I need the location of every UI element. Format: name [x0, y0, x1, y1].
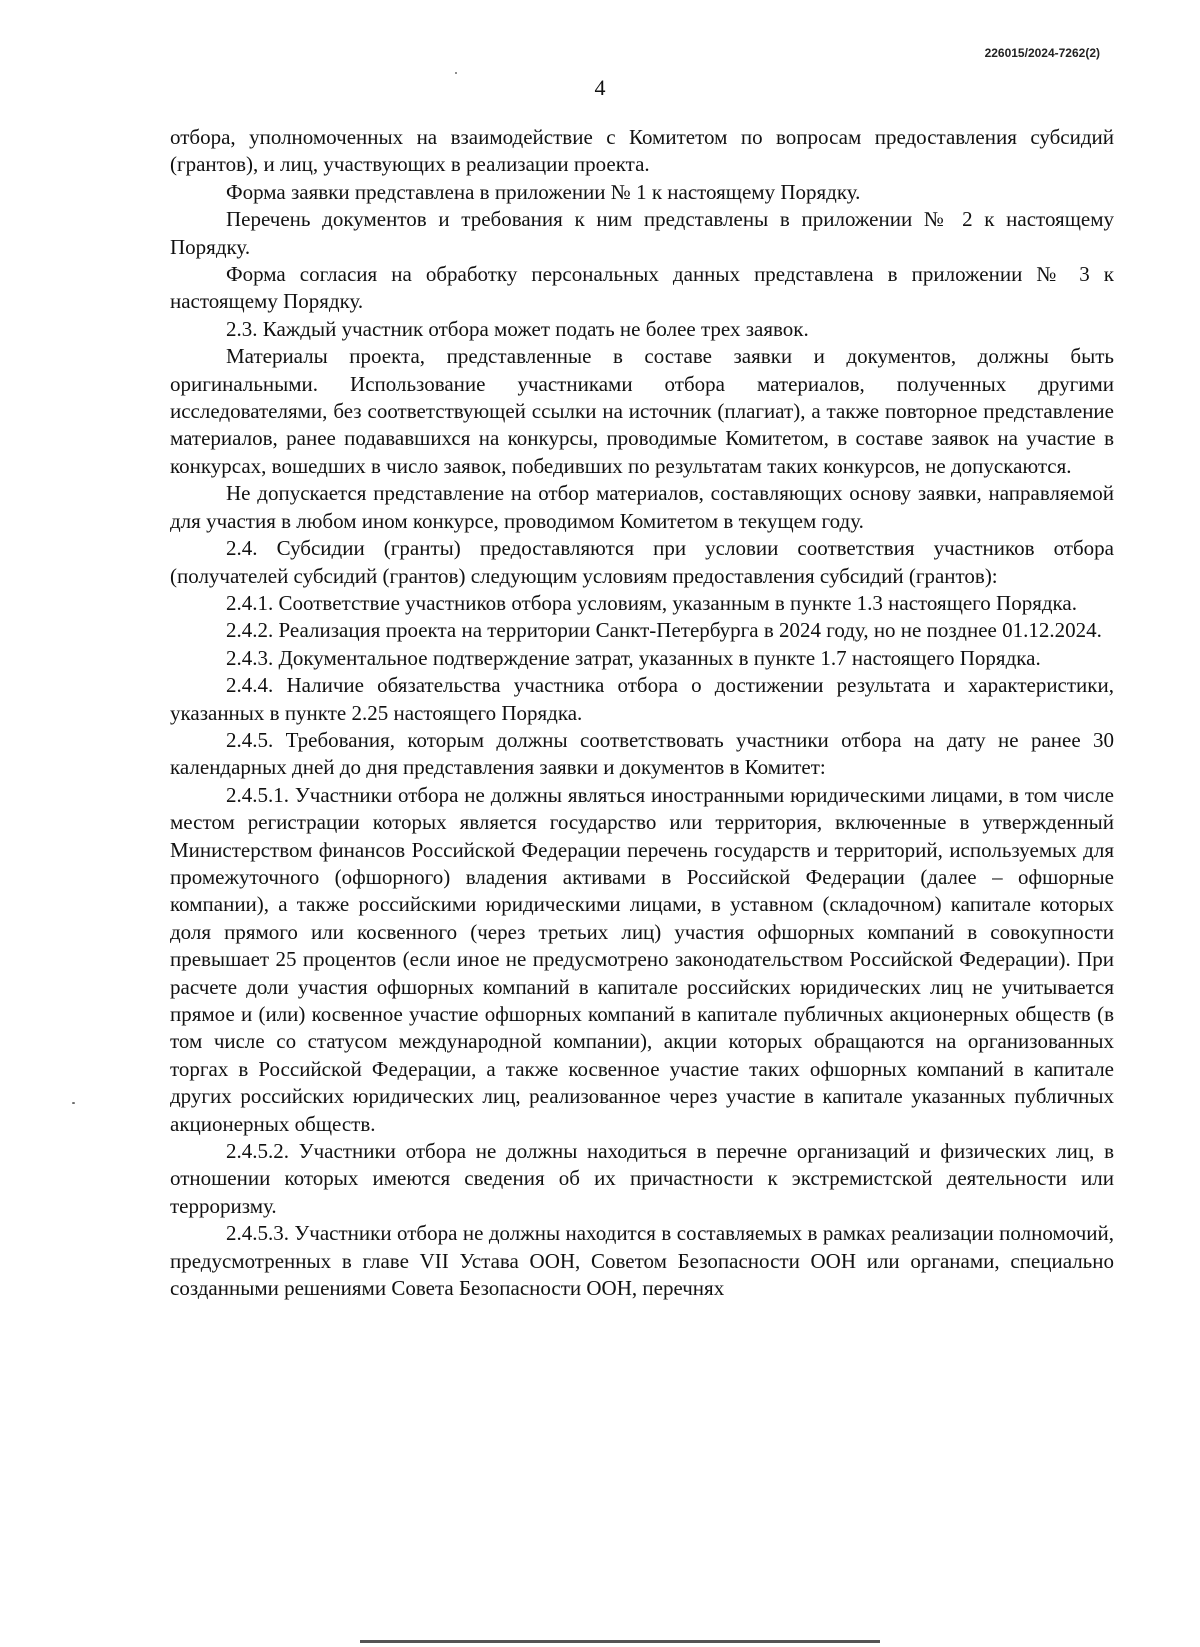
paragraph-2-4-5: 2.4.5. Требования, которым должны соответствовать участники отбора на дату не ранее 30 календарных дней до дня представления заявки и документов в Комитет:	[170, 727, 1114, 780]
paragraph-continuation: отбора, уполномоченных на взаимодействие с Комитетом по вопросам предоставления субсидий (грантов), и лиц, участвующих в реализации проекта.	[170, 125, 1114, 177]
paragraph-2-3: 2.3. Каждый участник отбора может подать не более трех заявок.	[226, 316, 809, 341]
paragraph-2-4-5-3: 2.4.5.3. Участники отбора не должны находится в составляемых в рамках реализации полномочий, предусмотренных в главе VII Устава ООН, Советом Безопасности ООН или органами, специально созданными решениями Совета Безопасности ООН, перечнях	[170, 1221, 1114, 1301]
paragraph-no-duplicate: Не допускается представление на отбор материалов, составляющих основу заявки, направляемой для участия в любом ином конкурсе, проводимом Комитетом в текущем году.	[170, 481, 1114, 533]
paragraph-originality: Материалы проекта, представленные в составе заявки и документов, должны быть оригинальными. Использование участниками отбора материалов, полученных другими исследователями, без соответствующей ссылки на источник (плагиат), а также повторное представление материалов, ранее подававшихся на конкурсы, проводимые Комитетом, в составе заявок на участие в конкурсах, вошедших в число заявок, победивших по результатам таких конкурсов, не допускаются.	[170, 344, 1114, 478]
scan-speck	[72, 1102, 75, 1104]
document-registration-number: 226015/2024-7262(2)	[984, 46, 1100, 60]
paragraph-application-form: Форма заявки представлена в приложении № 1 к настоящему Порядку.	[226, 179, 861, 204]
paragraph-2-4-4: 2.4.4. Наличие обязательства участника отбора о достижении результата и характеристики, указанных в пункте 2.25 настоящего Порядка.	[170, 673, 1114, 725]
document-body	[170, 124, 1114, 1302]
paragraph-2-4-2: 2.4.2. Реализация проекта на территории Санкт-Петербурга в 2024 году, но не позднее 01.12.2024.	[226, 618, 1102, 643]
page-number: 4	[594, 75, 606, 100]
paragraph-2-4-5-1: 2.4.5.1. Участники отбора не должны являться иностранными юридическими лицами, в том числе местом регистрации которых является государство или территория, включенные в утвержденный Министерством финансов Российской Федерации перечень государств и территорий, используемых для промежуточного (офшорного) владения активами в Российской Федерации (далее – офшорные компании), а также российскими юридическими лицами, в уставном (складочном) капитале которых доля прямого или косвенного (через третьих лиц) участия офшорных компаний в совокупности превышает 25 процентов (если иное не предусмотрено законодательством Российской Федерации). При расчете доли участия офшорных компаний в капитале российских юридических лиц не учитывается прямое и (или) косвенное участие офшорных компаний в капитале публичных акционерных обществ (в том числе со статусом международной компании), акции которых обращаются на организованных торгах в Российской Федерации, а также косвенное участие таких офшорных компаний в капитале других российских юридических лиц, реализованное через участие в капитале указанных публичных акционерных обществ.	[170, 782, 1114, 1136]
paragraph-consent-form: Форма согласия на обработку персональных данных представлена в приложении № 3 к настоящему Порядку.	[170, 262, 1114, 314]
scan-edge-line	[360, 1640, 880, 1643]
scan-speck	[455, 72, 457, 74]
paragraph-documents-list: Перечень документов и требования к ним представлены в приложении № 2 к настоящему Порядку.	[170, 207, 1114, 259]
paragraph-2-4-1: 2.4.1. Соответствие участников отбора условиям, указанным в пункте 1.3 настоящего Порядка.	[226, 590, 1077, 615]
paragraph-2-4-5-2: 2.4.5.2. Участники отбора не должны находиться в перечне организаций и физических лиц, в отношении которых имеются сведения об их причастности к экстремистской деятельности или терроризму.	[170, 1139, 1114, 1218]
paragraph-2-4-3: 2.4.3. Документальное подтверждение затрат, указанных в пункте 1.7 настоящего Порядка.	[226, 645, 1041, 670]
paragraph-2-4: 2.4. Субсидии (гранты) предоставляются при условии соответствия участников отбора (получателей субсидий (грантов) следующим условиям предоставления субсидий (грантов):	[170, 536, 1114, 588]
